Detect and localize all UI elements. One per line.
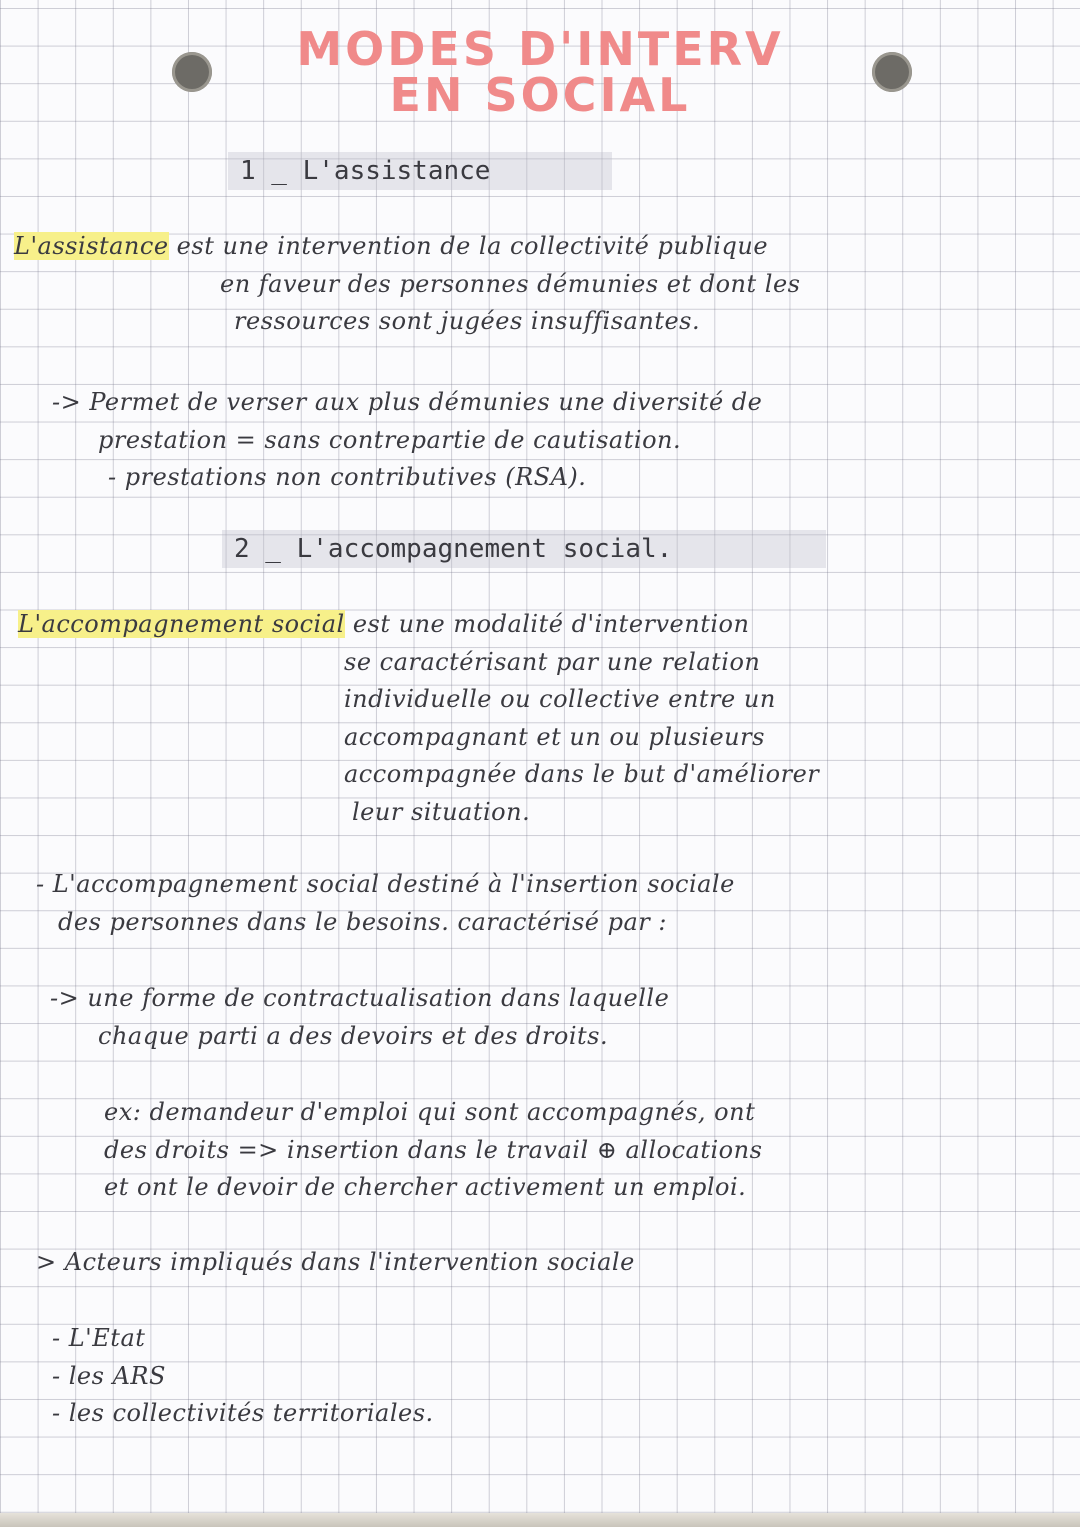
example-line-3: et ont le devoir de chercher activement un emploi.	[104, 1173, 747, 1202]
def-2-line-5: accompagnée dans le but d'améliorer	[344, 760, 820, 789]
bullet-1-line-1: -> Permet de verser aux plus démunies une diversité de	[52, 388, 763, 416]
actors-heading: > Acteurs impliqués dans l'intervention sociale	[36, 1248, 635, 1276]
bullet-1-line-2: prestation = sans contrepartie de cautisation.	[98, 425, 682, 454]
example-line-1: ex: demandeur d'emploi qui sont accompagnés, ont	[104, 1098, 756, 1126]
actor-item: - les collectivités territoriales.	[52, 1399, 434, 1428]
section-1-heading: 1 _ L'assistance	[228, 152, 612, 190]
def-2-line-6: leur situation.	[352, 797, 531, 826]
section-2-definition	[18, 606, 819, 832]
page-bottom-edge	[0, 1513, 1080, 1527]
section-2-heading: 2 _ L'accompagnement social.	[222, 530, 826, 568]
def-2-line-1: est une modalité d'intervention	[352, 610, 750, 638]
example-line-2: des droits => insertion dans le travail ⊕ allocations	[104, 1135, 763, 1164]
para-line-2: des personnes dans le besoins. caractérisé par :	[58, 907, 667, 936]
actor-item: - L'Etat	[52, 1324, 146, 1352]
title-line-1: MODES D'INTERV	[296, 22, 784, 76]
bullet-1-line-3: - prestations non contributives (RSA).	[108, 463, 587, 492]
def-2-line-3: individuelle ou collective entre un	[344, 685, 776, 714]
actors-list	[52, 1320, 434, 1433]
section-1-bullets	[52, 384, 762, 497]
arrow-line-1: -> une forme de contractualisation dans laquelle	[50, 984, 670, 1012]
def-2-line-4: accompagnant et un ou plusieurs	[344, 722, 765, 751]
section-2-paragraph	[36, 866, 735, 941]
page-title	[0, 22, 1080, 122]
section-2-example	[104, 1094, 762, 1207]
para-line-1: - L'accompagnement social destiné à l'insertion sociale	[36, 870, 735, 898]
section-1-definition	[14, 228, 800, 341]
arrow-line-2: chaque parti a des devoirs et des droits.	[98, 1021, 609, 1050]
def-1-line-3: ressources sont jugées insuffisantes.	[234, 307, 701, 336]
highlight-term-accompagnement: L'accompagnement social	[18, 610, 345, 638]
def-1-line-2: en faveur des personnes démunies et dont les	[220, 269, 801, 298]
actor-item: - les ARS	[52, 1361, 166, 1390]
highlight-term-assistance: L'assistance	[14, 232, 169, 260]
def-2-line-2: se caractérisant par une relation	[344, 647, 761, 676]
def-1-line-1: est une intervention de la collectivité publique	[176, 232, 769, 260]
section-2-arrow-point	[50, 980, 669, 1055]
title-line-2: EN SOCIAL	[389, 68, 691, 122]
